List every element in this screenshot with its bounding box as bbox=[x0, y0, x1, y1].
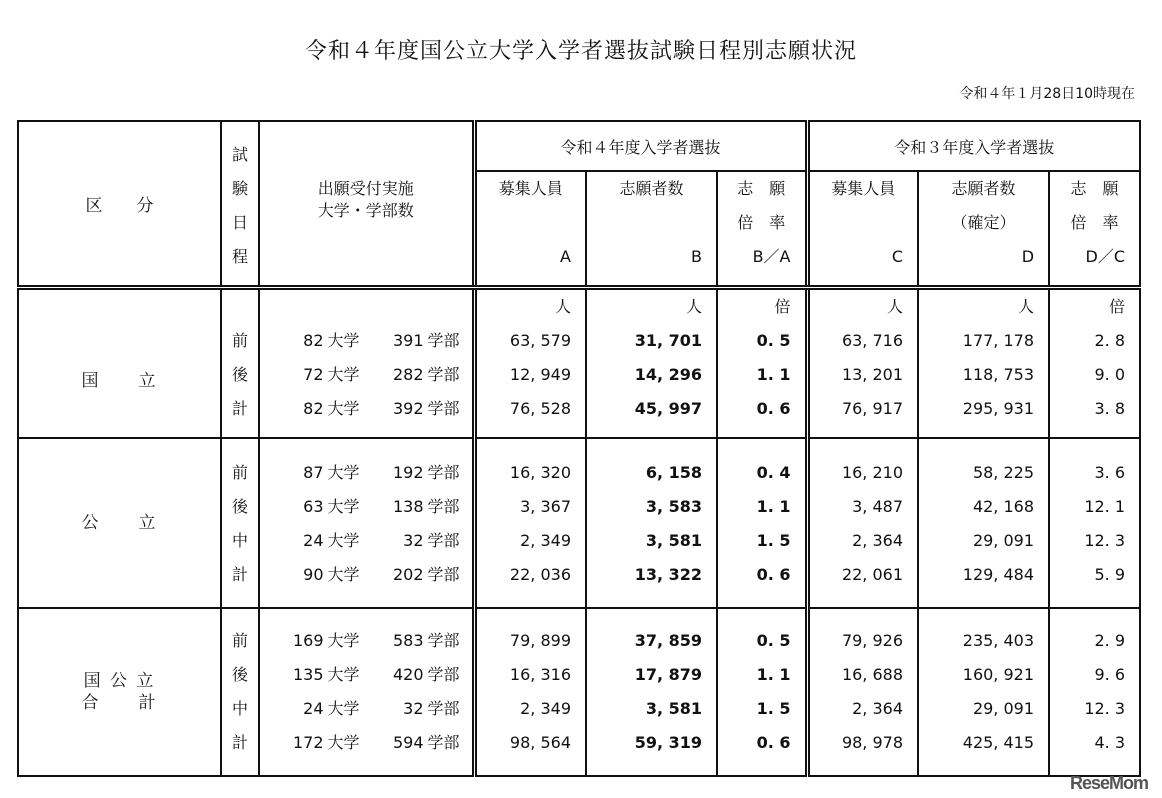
schedule-char: 程 bbox=[231, 247, 248, 266]
value: 1. 1 bbox=[756, 365, 791, 384]
value: 22, 061 bbox=[841, 564, 904, 584]
univ-count-cell bbox=[259, 608, 474, 776]
value: 5. 9 bbox=[1094, 564, 1126, 584]
schedule-value: 中 bbox=[231, 698, 248, 718]
univ-count-cell bbox=[259, 288, 474, 438]
univ-unit: 大学 bbox=[327, 630, 360, 650]
faculty-number: 583 bbox=[392, 630, 424, 650]
faculty-unit: 学部 bbox=[427, 496, 460, 516]
r3-header: 令和３年度入学者選抜 bbox=[807, 121, 1140, 171]
univ-number: 82 bbox=[303, 399, 324, 418]
section-label bbox=[18, 608, 221, 776]
value: 118, 753 bbox=[962, 365, 1035, 384]
value: 2. 9 bbox=[1094, 630, 1126, 650]
univ-count-line bbox=[260, 456, 472, 490]
univ-unit: 大学 bbox=[327, 564, 360, 584]
univ-number: 135 bbox=[292, 664, 324, 684]
unit-label: 倍 bbox=[774, 297, 791, 316]
value: 160, 921 bbox=[962, 664, 1035, 684]
faculty-unit: 学部 bbox=[427, 664, 460, 684]
column-header-line: 倍 率 bbox=[1070, 213, 1119, 232]
value: 1. 1 bbox=[756, 496, 791, 516]
value: 4. 3 bbox=[1094, 732, 1126, 752]
schedule-value: 計 bbox=[231, 564, 248, 584]
value: 63, 716 bbox=[841, 331, 904, 350]
value: 12, 949 bbox=[509, 365, 571, 384]
value-cell-d bbox=[918, 438, 1049, 608]
value: 3. 6 bbox=[1094, 462, 1126, 482]
value: 1. 5 bbox=[756, 530, 791, 550]
value: 0. 5 bbox=[756, 331, 791, 350]
value: 14, 296 bbox=[634, 365, 702, 384]
column-header-line: B／A bbox=[752, 247, 791, 266]
value: 98, 978 bbox=[841, 732, 904, 752]
header-row bbox=[18, 121, 1140, 171]
univ-count-line bbox=[260, 658, 472, 692]
watermark-logo: ReseMom bbox=[1069, 773, 1148, 793]
univ-number: 72 bbox=[303, 365, 324, 384]
schedule-char: 日 bbox=[231, 213, 248, 232]
page-title: 令和４年度国公立大学入学者選抜試験日程別志願状況 bbox=[304, 39, 857, 64]
column-header-line: D bbox=[1021, 247, 1035, 266]
kubun-label: 区 分 bbox=[85, 196, 154, 216]
schedule-value: 前 bbox=[231, 462, 248, 482]
univ-unit: 大学 bbox=[327, 664, 360, 684]
schedule-value: 計 bbox=[231, 732, 248, 752]
section-label-line: 合 計 bbox=[81, 692, 158, 713]
value: 16, 316 bbox=[509, 664, 571, 684]
univ-number: 63 bbox=[303, 496, 324, 516]
faculty-number: 192 bbox=[392, 462, 424, 482]
faculty-number: 391 bbox=[392, 331, 424, 350]
univ-unit: 大学 bbox=[327, 496, 360, 516]
univ-count-label: 出願受付実施 bbox=[317, 179, 414, 198]
faculty-unit: 学部 bbox=[427, 331, 460, 350]
value: 76, 528 bbox=[509, 399, 571, 418]
faculty-number: 282 bbox=[392, 365, 424, 384]
value: 9. 6 bbox=[1094, 664, 1126, 684]
value: 2, 349 bbox=[520, 698, 571, 718]
univ-count-header bbox=[259, 121, 474, 288]
faculty-number: 420 bbox=[392, 664, 424, 684]
value-cell-b bbox=[586, 608, 717, 776]
column-header-line bbox=[587, 206, 716, 240]
value: 3, 581 bbox=[645, 530, 702, 550]
faculty-unit: 学部 bbox=[427, 462, 460, 482]
column-header-line: D／C bbox=[1085, 247, 1126, 266]
univ-count-line bbox=[260, 558, 472, 592]
univ-unit: 大学 bbox=[327, 698, 360, 718]
univ-unit: 大学 bbox=[327, 331, 360, 350]
value-cell-ba bbox=[717, 608, 807, 776]
value: 63, 579 bbox=[509, 331, 571, 350]
univ-number: 172 bbox=[292, 732, 324, 752]
value: 31, 701 bbox=[634, 331, 702, 350]
value: 3. 8 bbox=[1094, 399, 1126, 418]
faculty-number: 32 bbox=[403, 530, 424, 550]
value: 12. 3 bbox=[1084, 530, 1126, 550]
univ-unit: 大学 bbox=[327, 462, 360, 482]
schedule-value: 中 bbox=[231, 530, 248, 550]
unit-label: 人 bbox=[554, 297, 571, 316]
value: 16, 688 bbox=[841, 664, 904, 684]
as-of-date: 令和４年１月28日10時現在 bbox=[959, 86, 1135, 102]
faculty-unit: 学部 bbox=[427, 530, 460, 550]
faculty-unit: 学部 bbox=[427, 630, 460, 650]
column-header-line bbox=[810, 206, 918, 240]
faculty-unit: 学部 bbox=[427, 698, 460, 718]
univ-count-label: 大学・学部数 bbox=[317, 201, 414, 220]
univ-count-line bbox=[260, 692, 472, 726]
univ-count-line bbox=[260, 490, 472, 524]
value: 6, 158 bbox=[645, 462, 702, 482]
column-header-line: A bbox=[560, 247, 571, 266]
schedule-value: 後 bbox=[231, 365, 248, 384]
unit-label: 倍 bbox=[1109, 297, 1126, 316]
schedule-value: 後 bbox=[231, 664, 248, 684]
value: 1. 5 bbox=[756, 698, 791, 718]
column-header-line: 志 願 bbox=[737, 179, 786, 198]
value-cell-ba bbox=[717, 288, 807, 438]
value: 425, 415 bbox=[962, 732, 1035, 752]
value: 58, 225 bbox=[972, 462, 1035, 482]
faculty-unit: 学部 bbox=[427, 399, 460, 418]
univ-number: 24 bbox=[303, 530, 324, 550]
section-row bbox=[18, 288, 1140, 438]
kubun-header bbox=[18, 121, 221, 288]
value: 2, 349 bbox=[520, 530, 571, 550]
value: 2. 8 bbox=[1094, 331, 1126, 350]
section-row bbox=[18, 608, 1140, 776]
univ-count-line bbox=[260, 524, 472, 558]
value: 0. 6 bbox=[756, 399, 791, 418]
univ-unit: 大学 bbox=[327, 530, 360, 550]
value: 59, 319 bbox=[634, 732, 702, 752]
value-cell-dc bbox=[1049, 608, 1140, 776]
faculty-number: 32 bbox=[403, 698, 424, 718]
value: 76, 917 bbox=[841, 399, 904, 418]
univ-number: 24 bbox=[303, 698, 324, 718]
applicant-table bbox=[17, 120, 1141, 777]
value-cell-d bbox=[918, 608, 1049, 776]
univ-number: 87 bbox=[303, 462, 324, 482]
column-header-line: （確定） bbox=[951, 213, 1016, 232]
column-header-line: B bbox=[691, 247, 702, 266]
value: 0. 6 bbox=[756, 732, 791, 752]
univ-count-line bbox=[260, 392, 472, 426]
univ-number: 82 bbox=[303, 331, 324, 350]
section-label-line: 公 立 bbox=[81, 512, 158, 533]
value-cell-b bbox=[586, 288, 717, 438]
value: 98, 564 bbox=[509, 732, 571, 752]
column-header-line: 募集人員 bbox=[831, 179, 896, 198]
value: 235, 403 bbox=[962, 630, 1035, 650]
unit-label: 人 bbox=[887, 297, 904, 316]
univ-count-line bbox=[260, 358, 472, 392]
univ-number: 90 bbox=[303, 564, 324, 584]
column-header bbox=[717, 171, 807, 288]
value-cell-d bbox=[918, 288, 1049, 438]
schedule-value: 前 bbox=[231, 331, 248, 350]
univ-count-line bbox=[260, 324, 472, 358]
value: 13, 322 bbox=[634, 564, 702, 584]
schedule-cell bbox=[221, 438, 259, 608]
schedule-char: 験 bbox=[231, 179, 248, 198]
schedule-cell bbox=[221, 608, 259, 776]
faculty-number: 138 bbox=[392, 496, 424, 516]
value: 9. 0 bbox=[1094, 365, 1126, 384]
value: 16, 210 bbox=[841, 462, 904, 482]
value-cell-dc bbox=[1049, 438, 1140, 608]
value-cell-a bbox=[474, 288, 586, 438]
value: 1. 1 bbox=[756, 664, 791, 684]
section-label bbox=[18, 438, 221, 608]
column-header bbox=[1049, 171, 1140, 288]
value-cell-c bbox=[807, 438, 918, 608]
value: 17, 879 bbox=[634, 664, 702, 684]
value-cell-a bbox=[474, 608, 586, 776]
value: 42, 168 bbox=[972, 496, 1035, 516]
column-header-line: 倍 率 bbox=[737, 213, 786, 232]
column-header bbox=[807, 171, 918, 288]
column-header-line: 志願者数 bbox=[619, 179, 684, 198]
value: 22, 036 bbox=[509, 564, 571, 584]
value: 16, 320 bbox=[509, 462, 571, 482]
value: 3, 583 bbox=[645, 496, 702, 516]
schedule-value: 後 bbox=[231, 496, 248, 516]
value: 129, 484 bbox=[962, 564, 1035, 584]
value: 0. 5 bbox=[756, 630, 791, 650]
value: 79, 926 bbox=[841, 630, 904, 650]
univ-unit: 大学 bbox=[327, 732, 360, 752]
schedule-cell bbox=[221, 288, 259, 438]
univ-count-cell bbox=[259, 438, 474, 608]
value: 3, 581 bbox=[645, 698, 702, 718]
value-cell-dc bbox=[1049, 288, 1140, 438]
faculty-number: 392 bbox=[392, 399, 424, 418]
value: 12. 1 bbox=[1084, 496, 1126, 516]
column-header bbox=[474, 171, 586, 288]
value-cell-b bbox=[586, 438, 717, 608]
value: 3, 367 bbox=[520, 496, 571, 516]
value: 79, 899 bbox=[509, 630, 571, 650]
column-header-line: C bbox=[891, 247, 904, 266]
value: 29, 091 bbox=[972, 530, 1035, 550]
schedule-value: 計 bbox=[231, 399, 248, 418]
unit-label: 人 bbox=[1018, 297, 1035, 316]
value-cell-c bbox=[807, 288, 918, 438]
value: 177, 178 bbox=[962, 331, 1035, 350]
value-cell-ba bbox=[717, 438, 807, 608]
value: 0. 6 bbox=[756, 564, 791, 584]
column-header bbox=[586, 171, 717, 288]
column-header bbox=[918, 171, 1049, 288]
value: 2, 364 bbox=[852, 698, 904, 718]
faculty-unit: 学部 bbox=[427, 732, 460, 752]
faculty-number: 202 bbox=[392, 564, 424, 584]
univ-unit: 大学 bbox=[327, 365, 360, 384]
value: 13, 201 bbox=[841, 365, 904, 384]
column-header-line: 志 願 bbox=[1070, 179, 1119, 198]
column-header-line: 志願者数 bbox=[951, 179, 1016, 198]
value: 29, 091 bbox=[972, 698, 1035, 718]
value-cell-c bbox=[807, 608, 918, 776]
r4-header: 令和４年度入学者選抜 bbox=[474, 121, 807, 171]
section-label bbox=[18, 288, 221, 438]
value: 2, 364 bbox=[852, 530, 904, 550]
schedule-char: 試 bbox=[231, 145, 248, 164]
faculty-unit: 学部 bbox=[427, 365, 460, 384]
value-cell-a bbox=[474, 438, 586, 608]
value: 37, 859 bbox=[634, 630, 702, 650]
value: 0. 4 bbox=[756, 462, 791, 482]
section-row bbox=[18, 438, 1140, 608]
faculty-number: 594 bbox=[392, 732, 424, 752]
univ-unit: 大学 bbox=[327, 399, 360, 418]
value: 45, 997 bbox=[634, 399, 702, 418]
section-label-line: 国 公 立 bbox=[83, 670, 156, 691]
unit-label: 人 bbox=[685, 297, 702, 316]
univ-number: 169 bbox=[292, 630, 324, 650]
section-label-line: 国 立 bbox=[81, 371, 158, 392]
column-header-line bbox=[477, 206, 586, 240]
schedule-header bbox=[221, 121, 259, 288]
column-header-line: 募集人員 bbox=[498, 179, 563, 198]
univ-count-line bbox=[260, 624, 472, 658]
value: 12. 3 bbox=[1084, 698, 1126, 718]
faculty-unit: 学部 bbox=[427, 564, 460, 584]
value: 295, 931 bbox=[962, 399, 1035, 418]
value: 3, 487 bbox=[852, 496, 904, 516]
univ-count-line bbox=[260, 726, 472, 760]
schedule-value: 前 bbox=[231, 630, 248, 650]
